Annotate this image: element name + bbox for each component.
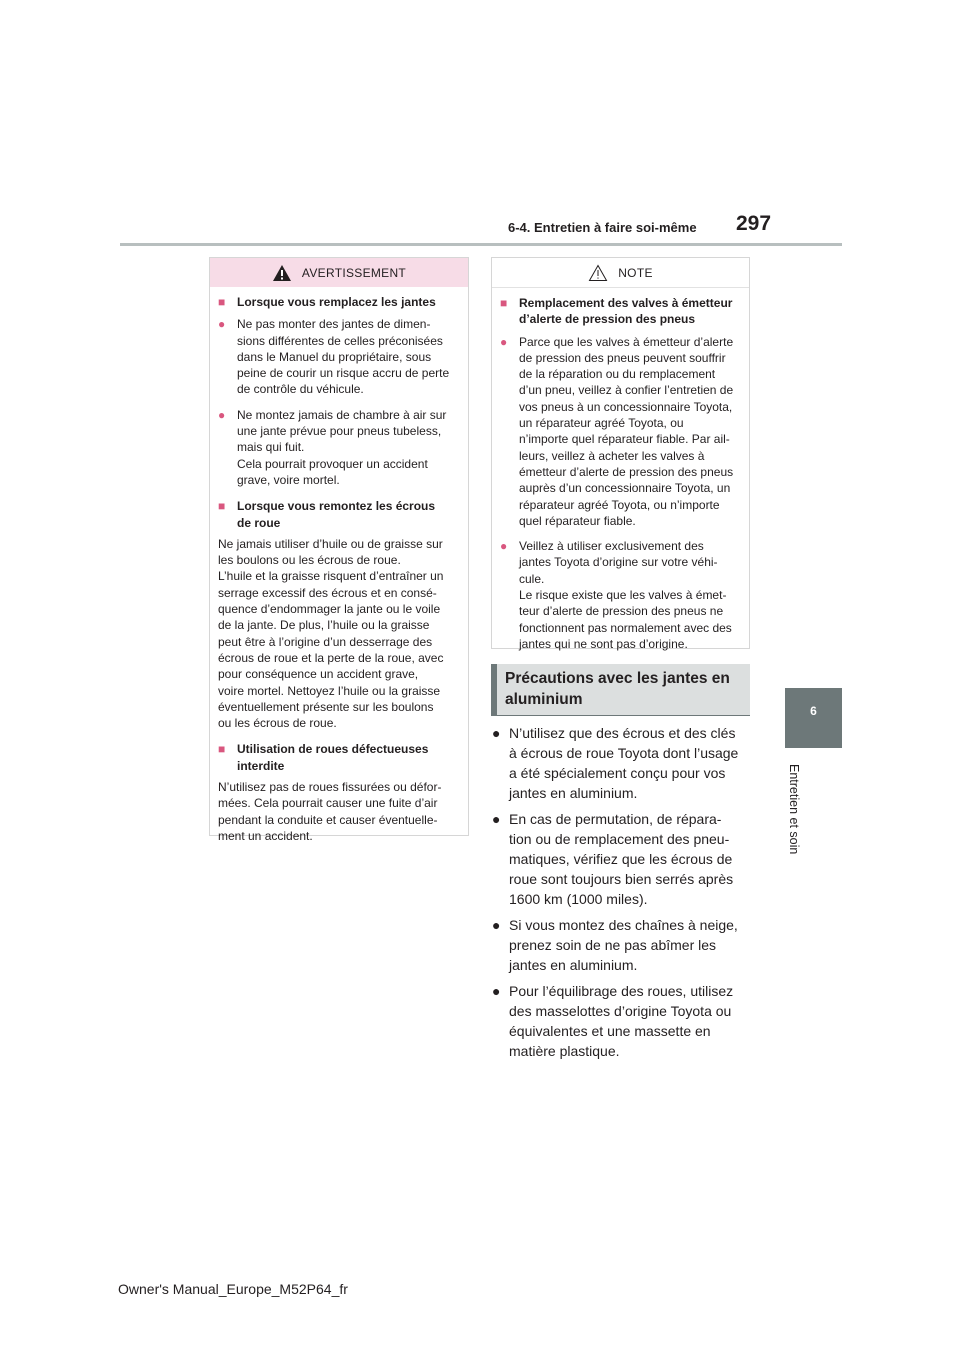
warning-list-item: ● Ne pas monter des jantes de dimen- sions différentes de celles préconisées dans le Manuel du propriétaire, sous peine de courir un risque accru de perte de contrôle du véhicule.	[218, 317, 450, 397]
bullet-icon: ●	[492, 917, 501, 933]
square-bullet-icon: ■	[218, 295, 226, 309]
note-box	[491, 257, 750, 649]
note-list-item: ● Veillez à utiliser exclusivement des jantes Toyota d’origine sur votre véhi- cule. Le risque existe que les valves à émet- teur d’alerte de pression des pneus ne fonctionnent pas normalement avec des jantes qui ne sont pas d’origine.	[500, 539, 732, 651]
chapter-number: 6	[810, 704, 817, 718]
warning-subheading: ■ Lorsque vous remontez les écrous de roue	[218, 499, 436, 530]
warning-box	[209, 257, 469, 843]
warning-header	[210, 258, 468, 287]
warning-subheading: ■ Lorsque vous remplacez les jantes	[218, 295, 436, 309]
chapter-label-container	[787, 764, 801, 956]
circle-bullet-icon: ●	[500, 539, 508, 554]
list-item: ● Si vous montez des chaînes à neige, prenez soin de ne pas abîmer les jantes en aluminium.	[492, 917, 738, 973]
square-bullet-icon: ■	[218, 499, 226, 514]
chapter-tab	[785, 688, 842, 748]
note-list-item: ● Parce que les valves à émetteur d’alerte de pression des pneus peuvent souffrir de la réparation ou du remplacement d’un pneu, veillez à confier l’entretien de vos pneus à un concessionnaire Toyota, un réparateur agréé Toyota, ou n’importe quel réparateur fiable. Par ail- leurs, veillez à acheter les valves à émetteur d’alerte de pression des pneus auprès d’un concessionnaire Toyota, un réparateur agréé Toyota, ou n’importe quel réparateur fiable.	[500, 334, 734, 528]
circle-bullet-icon: ●	[218, 317, 226, 332]
list-item: ● N’utilisez que des écrous et des clés à écrous de roue Toyota dont l’usage a été spécialement conçu pour vos jantes en aluminium.	[492, 725, 739, 801]
section-title: 6-4. Entretien à faire soi-même	[508, 220, 697, 235]
footer-text: Owner's Manual_Europe_M52P64_fr	[118, 1281, 348, 1297]
warning-paragraph: N’utilisez pas de roues fissurées ou défor- mées. Cela pourrait causer une fuite d’air pendant la conduite et causer éventuelle- ment un accident.	[218, 780, 442, 843]
bullet-icon: ●	[492, 725, 501, 741]
page-number: 297	[736, 212, 772, 235]
caution-triangle-outline-icon	[588, 264, 608, 282]
bullet-icon: ●	[492, 811, 501, 827]
warning-subheading: ■ Utilisation de roues défectueuses interdite	[218, 742, 429, 773]
note-title: NOTE	[618, 265, 653, 280]
note-header	[492, 258, 749, 288]
section-heading: Précautions avec les jantes en aluminium	[491, 664, 750, 716]
bullet-icon: ●	[492, 983, 501, 999]
chapter-label: Entretien et soin	[787, 764, 801, 855]
list-item: ● En cas de permutation, de répara- tion ou de remplacement des pneu- matiques, vérifiez que les écrous de roue sont toujours bien serrés après 1600 km (1000 miles).	[492, 811, 734, 907]
square-bullet-icon: ■	[218, 742, 226, 757]
circle-bullet-icon: ●	[218, 407, 226, 422]
warning-triangle-icon	[272, 264, 292, 282]
note-body	[492, 288, 749, 652]
header-divider	[120, 243, 842, 246]
warning-paragraph: Ne jamais utiliser d’huile ou de graisse sur les boulons ou les écrous de roue. L’huile et la graisse risquent d’entraîner un serrage excessif des écrous et en consé- quence d’endommager la jante ou le voile de la jante. De plus, l’huile ou la graisse peut être à l’origine d’un desserrage des écrous de roue et la perte de la roue, avec pour conséquence un accident grave, voire mortel. Nettoyez l’huile ou la graisse éventuellement présente sur les boulons ou les écrous de roue.	[218, 536, 444, 731]
precautions-list	[492, 722, 754, 1067]
note-subheading: ■ Remplacement des valves à émetteur d’alerte de pression des pneus	[500, 296, 733, 327]
circle-bullet-icon: ●	[500, 334, 508, 349]
square-bullet-icon: ■	[500, 296, 508, 310]
warning-list-item: ● Ne montez jamais de chambre à air sur une jante prévue pour pneus tubeless, mais qui fuit. Cela pourrait provoquer un accident grave, voire mortel.	[218, 407, 447, 487]
warning-title: AVERTISSEMENT	[301, 265, 407, 280]
warning-body	[210, 287, 468, 844]
list-item: ● Pour l’équilibrage des roues, utilisez des masselottes d’origine Toyota ou équivalentes et une massette en matière plastique.	[492, 983, 734, 1059]
